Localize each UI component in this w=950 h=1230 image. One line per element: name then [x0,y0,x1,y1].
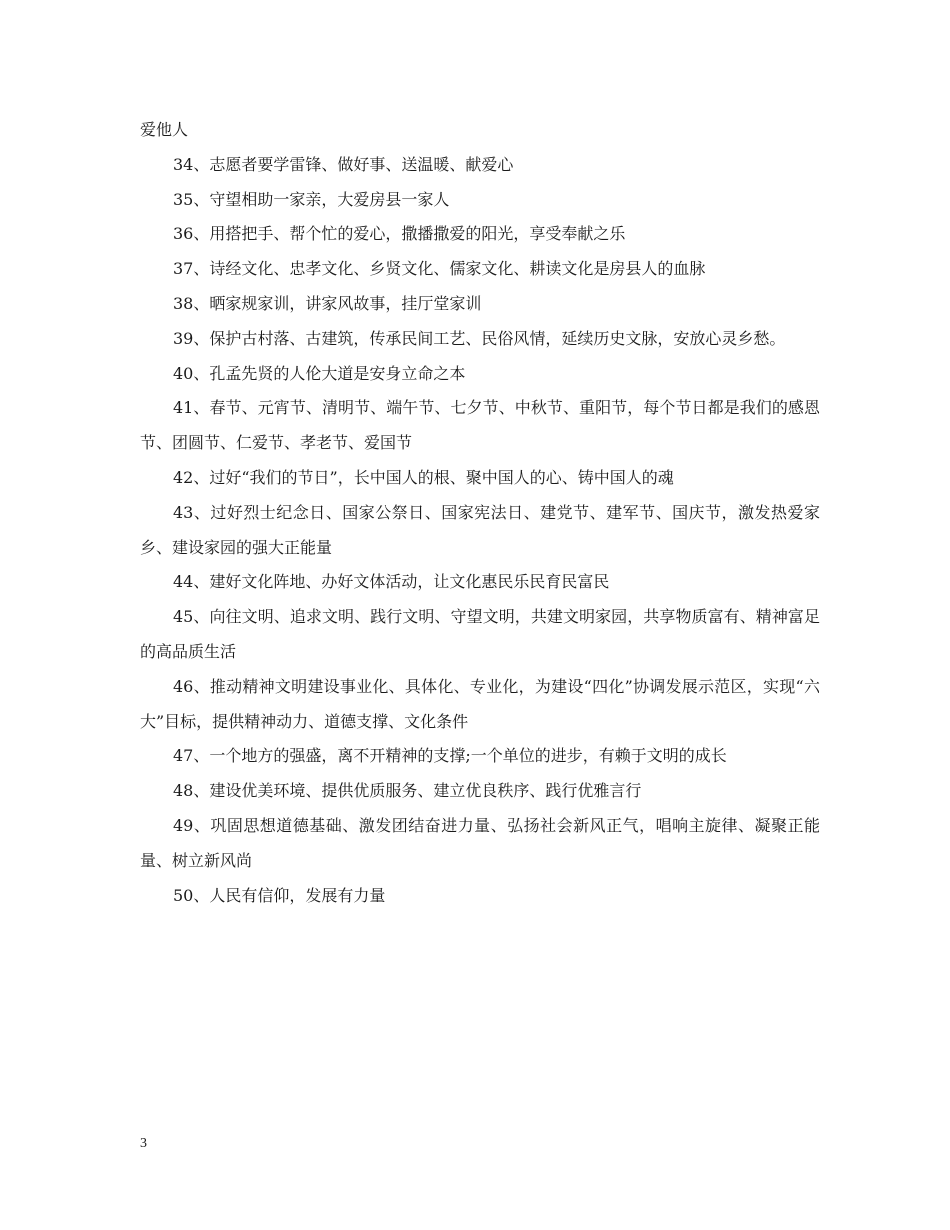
continued-paragraph: 爱他人 [140,120,189,139]
slogan-item-41: 41、春节、元宵节、清明节、端午节、七夕节、中秋节、重阳节，每个节日都是我们的感恩节、团圆节、仁爱节、孝老节、爱国节 [140,398,820,453]
slogan-item-35: 35、守望相助一家亲，大爱房县一家人 [173,189,450,209]
slogan-item-47: 47、一个地方的强盛，离不开精神的支撑;一个单位的进步，有赖于文明的成长 [173,746,727,766]
slogan-item-38: 38、晒家规家训，讲家风故事，挂厅堂家训 [173,293,482,313]
slogan-item-39: 39、保护古村落、古建筑，传承民间工艺、民俗风情，延续历史文脉，安放心灵乡愁。 [173,328,786,348]
slogan-item-44: 44、建好文化阵地、办好文体活动，让文化惠民乐民育民富民 [173,572,610,592]
slogan-item-42: 42、过好“我们的节日”，长中国人的根、聚中国人的心、铸中国人的魂 [173,467,674,487]
slogan-item-40: 40、孔孟先贤的人伦大道是安身立命之本 [173,363,466,383]
slogan-item-45: 45、向往文明、追求文明、践行文明、守望文明，共建文明家园，共享物质富有、精神富足的高品质生活 [140,607,820,661]
page-number: 3 [140,1136,147,1151]
slogan-item-50: 50、人民有信仰，发展有力量 [173,885,386,905]
slogan-item-34: 34、志愿者要学雷锋、做好事、送温暖、献爱心 [173,154,514,174]
slogan-item-48: 48、建设优美环境、提供优质服务、建立优良秩序、践行优雅言行 [173,781,642,801]
document-body [140,113,820,913]
slogan-item-49: 49、巩固思想道德基础、激发团结奋进力量、弘扬社会新风正气，唱响主旋律、凝聚正能量、树立新风尚 [140,815,820,870]
slogan-item-36: 36、用搭把手、帮个忙的爱心，撒播撒爱的阳光，享受奉献之乐 [173,224,626,244]
slogan-item-43: 43、过好烈士纪念日、国家公祭日、国家宪法日、建党节、建军节、国庆节，激发热爱家乡、建设家园的强大正能量 [140,502,820,557]
slogan-item-46: 46、推动精神文明建设事业化、具体化、专业化，为建设“四化”协调发展示范区，实现“六大”目标，提供精神动力、道德支撑、文化条件 [140,676,820,731]
slogan-item-37: 37、诗经文化、忠孝文化、乡贤文化、儒家文化、耕读文化是房县人的血脉 [173,259,706,279]
